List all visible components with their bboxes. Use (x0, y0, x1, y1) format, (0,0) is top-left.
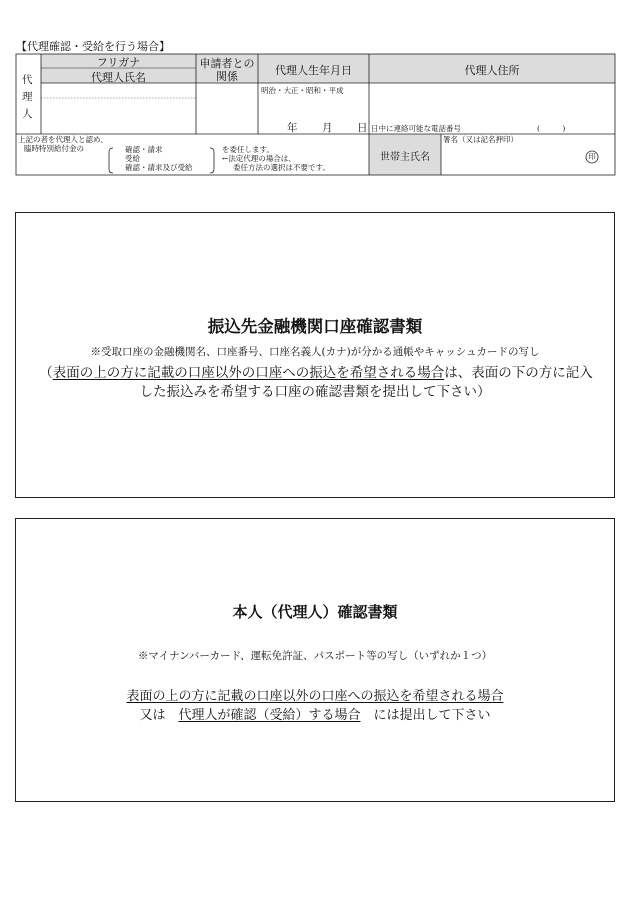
delegate-line-2: 臨時特別給付金の (24, 144, 84, 153)
side-label-1: 代 (22, 74, 33, 86)
seal-icon: 印 (588, 152, 596, 161)
entrust-line-1: を委任します。 (222, 145, 274, 154)
bank-document-title: 振込先金融機関口座確認書類 (207, 317, 423, 336)
signature-label: 署名（又は記名押印） (443, 135, 518, 144)
day-label: 日 (357, 122, 368, 134)
furigana-header: フリガナ (96, 56, 141, 69)
agent-name-field[interactable] (42, 99, 195, 133)
year-label: 年 (287, 122, 298, 134)
option-receive[interactable]: 受給 (125, 154, 140, 163)
bank-document-box (15, 212, 615, 498)
phone-field[interactable]: ( ) (537, 124, 566, 133)
bank-condition-underline: 表面の上の方に記載の口座以外の口座への振込を希望される場合 (52, 365, 445, 381)
household-label: 世帯主氏名 (380, 152, 430, 163)
entrust-line-2: ←法定代理の場合は、 (222, 154, 296, 163)
agent-condition-underline: 代理人が確認（受給）する場合 (178, 708, 361, 723)
bank-document-line-1: （表面の上の方に記載の口座以外の口座への振込を希望される場合は、表面の下の方に記入 (39, 365, 593, 381)
furigana-field[interactable] (42, 84, 195, 97)
side-label-3: 人 (22, 108, 33, 120)
era-options[interactable]: 明治・大正・昭和・平成 (261, 86, 344, 95)
side-label-2: 理 (22, 91, 33, 103)
month-label: 月 (322, 122, 333, 134)
relation-header-1: 申請者との (199, 57, 255, 70)
address-header: 代理人住所 (464, 64, 520, 77)
address-field[interactable] (370, 84, 614, 120)
delegate-line-1: 上記の者を代理人と認め、 (18, 135, 108, 144)
identity-document-title: 本人（代理人）確認書類 (232, 603, 398, 621)
relation-field[interactable] (197, 84, 257, 133)
option-both[interactable]: 確認・請求及び受給 (125, 163, 193, 172)
option-confirm-request[interactable]: 確認・請求 (125, 145, 163, 154)
identity-document-line-2: 又は 代理人が確認（受給）する場合 には提出して下さい (139, 708, 491, 723)
identity-document-box (15, 518, 615, 802)
section-title: 【代理確認・受給を行う場合】 (16, 40, 170, 53)
bank-document-line-2: した振込みを希望する口座の確認書類を提出して下さい） (139, 384, 491, 400)
bank-document-note: ※受取口座の金融機関名、口座番号、口座名義人(カナ)が分かる通帳やキャッシュカードの写し (90, 346, 540, 358)
entrust-line-3: 委任方法の選択は不要です。 (233, 163, 330, 172)
identity-condition-underline: 表面の上の方に記載の口座以外の口座への振込を希望される場合 (126, 689, 504, 704)
birth-header: 代理人生年月日 (275, 64, 352, 77)
identity-document-line-1 (16, 685, 614, 704)
identity-document-note: ※マイナンバーカード、運転免許証、パスポート等の写し（いずれか１つ） (137, 650, 493, 662)
name-header: 代理人氏名 (91, 71, 146, 84)
phone-label: 日中に連絡可能な電話番号 (371, 124, 461, 133)
signature-field[interactable] (442, 145, 582, 173)
relation-header-2: 関係 (216, 70, 238, 83)
